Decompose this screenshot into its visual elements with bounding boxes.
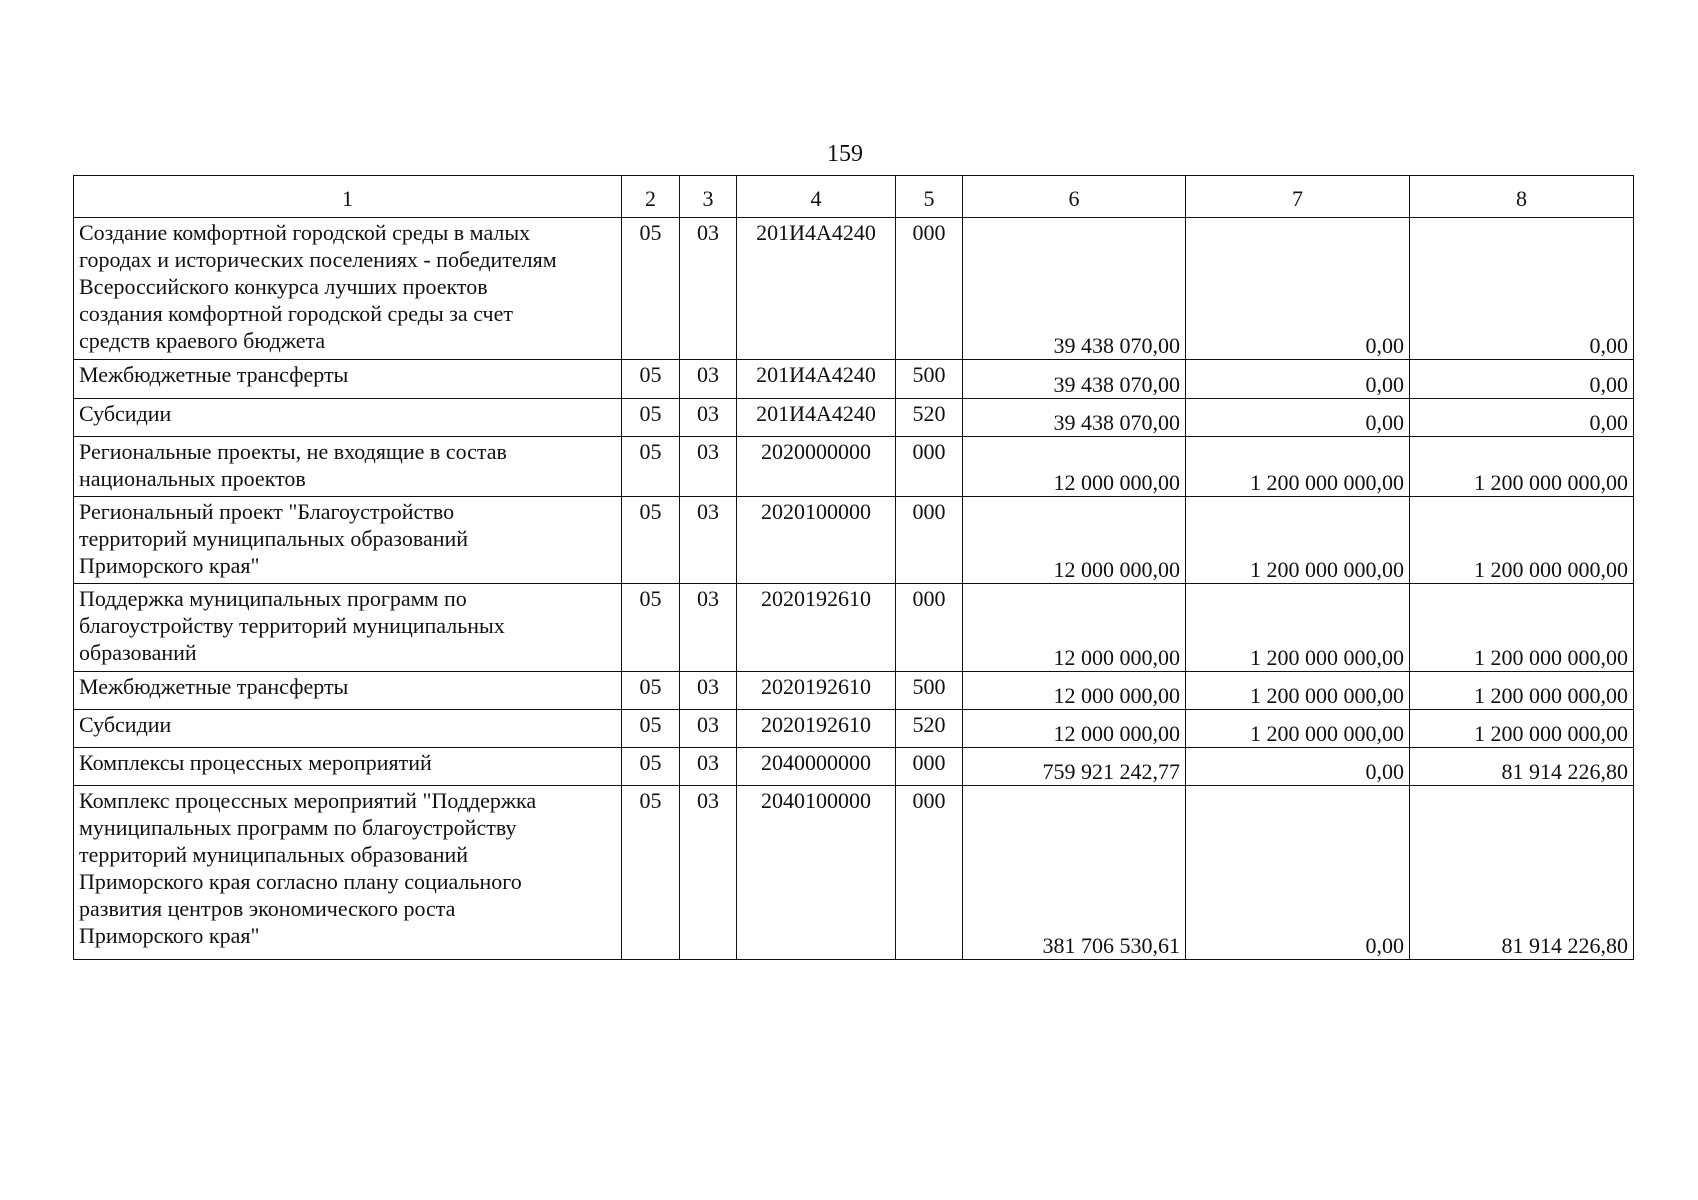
table-row bbox=[74, 584, 1634, 672]
amount-column-7-cell: 0,00 bbox=[1186, 360, 1410, 399]
item-name-cell: Комплексы процессных мероприятий bbox=[74, 748, 622, 786]
subsection-code-cell: 03 bbox=[680, 672, 737, 710]
table-row bbox=[74, 497, 1634, 584]
expense-type-cell: 500 bbox=[896, 360, 963, 399]
header-row bbox=[74, 176, 1634, 218]
target-article-cell: 2040000000 bbox=[737, 748, 896, 786]
section-code-cell: 05 bbox=[622, 437, 680, 497]
table-row bbox=[74, 672, 1634, 710]
section-code-cell: 05 bbox=[622, 218, 680, 360]
amount-column-8-cell: 1 200 000 000,00 bbox=[1410, 710, 1634, 748]
amount-column-7-cell: 1 200 000 000,00 bbox=[1186, 672, 1410, 710]
expense-type-cell: 000 bbox=[896, 748, 963, 786]
amount-column-7-cell: 0,00 bbox=[1186, 218, 1410, 360]
target-article-cell: 2020192610 bbox=[737, 672, 896, 710]
amount-column-8-cell: 0,00 bbox=[1410, 218, 1634, 360]
column-number-header-8: 8 bbox=[1410, 176, 1634, 218]
amount-column-7-cell: 1 200 000 000,00 bbox=[1186, 497, 1410, 584]
section-code-cell: 05 bbox=[622, 710, 680, 748]
target-article-cell: 201И4А4240 bbox=[737, 360, 896, 399]
table-row bbox=[74, 748, 1634, 786]
subsection-code-cell: 03 bbox=[680, 360, 737, 399]
amount-column-8-cell: 0,00 bbox=[1410, 360, 1634, 399]
amount-column-6-cell: 12 000 000,00 bbox=[963, 672, 1186, 710]
amount-column-6-cell: 39 438 070,00 bbox=[963, 399, 1186, 437]
column-number-header-7: 7 bbox=[1186, 176, 1410, 218]
page-number: 159 bbox=[827, 141, 863, 167]
section-code-cell: 05 bbox=[622, 360, 680, 399]
item-name-cell: Региональный проект "Благоустройство территорий муниципальных образований Приморского края" bbox=[74, 497, 622, 584]
column-number-header-5: 5 bbox=[896, 176, 963, 218]
subsection-code-cell: 03 bbox=[680, 584, 737, 672]
expense-type-cell: 520 bbox=[896, 710, 963, 748]
amount-column-7-cell: 1 200 000 000,00 bbox=[1186, 437, 1410, 497]
target-article-cell: 201И4А4240 bbox=[737, 399, 896, 437]
budget-table bbox=[73, 175, 1634, 960]
amount-column-6-cell: 381 706 530,61 bbox=[963, 786, 1186, 960]
column-number-header-4: 4 bbox=[737, 176, 896, 218]
expense-type-cell: 000 bbox=[896, 437, 963, 497]
column-number-header-2: 2 bbox=[622, 176, 680, 218]
section-code-cell: 05 bbox=[622, 786, 680, 960]
amount-column-6-cell: 12 000 000,00 bbox=[963, 584, 1186, 672]
amount-column-8-cell: 1 200 000 000,00 bbox=[1410, 497, 1634, 584]
amount-column-7-cell: 0,00 bbox=[1186, 399, 1410, 437]
subsection-code-cell: 03 bbox=[680, 437, 737, 497]
item-name-cell: Межбюджетные трансферты bbox=[74, 672, 622, 710]
table-row bbox=[74, 360, 1634, 399]
item-name-cell: Субсидии bbox=[74, 399, 622, 437]
amount-column-7-cell: 1 200 000 000,00 bbox=[1186, 584, 1410, 672]
section-code-cell: 05 bbox=[622, 584, 680, 672]
amount-column-6-cell: 12 000 000,00 bbox=[963, 710, 1186, 748]
section-code-cell: 05 bbox=[622, 399, 680, 437]
section-code-cell: 05 bbox=[622, 748, 680, 786]
item-name-cell: Межбюджетные трансферты bbox=[74, 360, 622, 399]
item-name-cell: Поддержка муниципальных программ по благоустройству территорий муниципальных образований bbox=[74, 584, 622, 672]
subsection-code-cell: 03 bbox=[680, 399, 737, 437]
column-number-header-3: 3 bbox=[680, 176, 737, 218]
item-name-cell: Региональные проекты, не входящие в состав национальных проектов bbox=[74, 437, 622, 497]
subsection-code-cell: 03 bbox=[680, 218, 737, 360]
amount-column-8-cell: 81 914 226,80 bbox=[1410, 748, 1634, 786]
expense-type-cell: 520 bbox=[896, 399, 963, 437]
table-row bbox=[74, 399, 1634, 437]
table-row bbox=[74, 710, 1634, 748]
amount-column-7-cell: 0,00 bbox=[1186, 748, 1410, 786]
subsection-code-cell: 03 bbox=[680, 497, 737, 584]
target-article-cell: 201И4А4240 bbox=[737, 218, 896, 360]
target-article-cell: 2040100000 bbox=[737, 786, 896, 960]
amount-column-6-cell: 39 438 070,00 bbox=[963, 218, 1186, 360]
amount-column-8-cell: 1 200 000 000,00 bbox=[1410, 672, 1634, 710]
amount-column-8-cell: 0,00 bbox=[1410, 399, 1634, 437]
table-row bbox=[74, 437, 1634, 497]
expense-type-cell: 000 bbox=[896, 786, 963, 960]
amount-column-8-cell: 1 200 000 000,00 bbox=[1410, 437, 1634, 497]
expense-type-cell: 000 bbox=[896, 497, 963, 584]
target-article-cell: 2020192610 bbox=[737, 710, 896, 748]
amount-column-6-cell: 759 921 242,77 bbox=[963, 748, 1186, 786]
amount-column-7-cell: 0,00 bbox=[1186, 786, 1410, 960]
item-name-cell: Субсидии bbox=[74, 710, 622, 748]
item-name-cell: Комплекс процессных мероприятий "Поддержка муниципальных программ по благоустройству территорий муниципальных образований Приморского края согласно плану социального развития центров экономического роста Приморского края" bbox=[74, 786, 622, 960]
section-code-cell: 05 bbox=[622, 497, 680, 584]
expense-type-cell: 000 bbox=[896, 218, 963, 360]
amount-column-8-cell: 1 200 000 000,00 bbox=[1410, 584, 1634, 672]
target-article-cell: 2020100000 bbox=[737, 497, 896, 584]
target-article-cell: 2020000000 bbox=[737, 437, 896, 497]
amount-column-6-cell: 12 000 000,00 bbox=[963, 497, 1186, 584]
table-row bbox=[74, 786, 1634, 960]
expense-type-cell: 000 bbox=[896, 584, 963, 672]
subsection-code-cell: 03 bbox=[680, 748, 737, 786]
table-row bbox=[74, 218, 1634, 360]
column-number-header-6: 6 bbox=[963, 176, 1186, 218]
amount-column-7-cell: 1 200 000 000,00 bbox=[1186, 710, 1410, 748]
amount-column-8-cell: 81 914 226,80 bbox=[1410, 786, 1634, 960]
expense-type-cell: 500 bbox=[896, 672, 963, 710]
item-name-cell: Создание комфортной городской среды в малых городах и исторических поселениях - победителям Всероссийского конкурса лучших проектов создания комфортной городской среды за счет средств краевого бюджета bbox=[74, 218, 622, 360]
section-code-cell: 05 bbox=[622, 672, 680, 710]
target-article-cell: 2020192610 bbox=[737, 584, 896, 672]
table-header bbox=[74, 176, 1634, 218]
subsection-code-cell: 03 bbox=[680, 710, 737, 748]
table-body bbox=[74, 218, 1634, 960]
subsection-code-cell: 03 bbox=[680, 786, 737, 960]
column-number-header-1: 1 bbox=[74, 176, 622, 218]
amount-column-6-cell: 12 000 000,00 bbox=[963, 437, 1186, 497]
amount-column-6-cell: 39 438 070,00 bbox=[963, 360, 1186, 399]
